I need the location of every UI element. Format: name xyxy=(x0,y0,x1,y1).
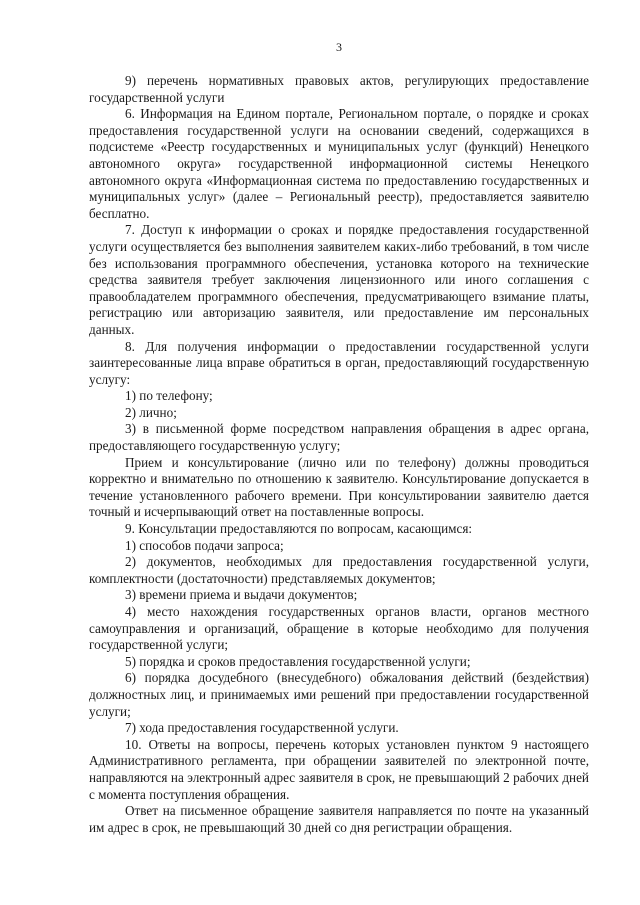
list-item: 2) документов, необходимых для предоставления государственной услуги, комплектности (достаточности) представляемых документов; xyxy=(89,554,589,586)
paragraph: 8. Для получения информации о предоставлении государственной услуги заинтересованные лица вправе обратиться в орган, предоставляющий государственную услугу: xyxy=(89,338,589,387)
list-item: 3) времени приема и выдачи документов; xyxy=(125,587,358,603)
list-item: 3) в письменной форме посредством направления обращения в адрес органа, предоставляющего государственную услугу; xyxy=(89,421,589,454)
page-number: 3 xyxy=(336,40,342,54)
paragraph: 10. Ответы на вопросы, перечень которых установлен пунктом 9 настоящего Административного регламента, при обращении заявителей по электронной почте, направляются на электронный адрес заявителя в срок, не превышающий 2 рабочих дней с момента поступления обращения. xyxy=(89,736,589,802)
paragraph: 6. Информация на Едином портале, Региональном портале, о порядке и сроках предоставления государственной услуги на основании сведений, содержащихся в подсистеме «Реестр государственных и муниципальных услуг (функций) Ненецкого автономного округа» государственной информационной системы Ненецкого автономного округа «Информационная система по предоставлению государственных и муниципальных услуг» (далее – Региональный реестр), предоставляется заявителю бесплатно. xyxy=(89,106,589,221)
list-item: 1) по телефону; xyxy=(125,388,213,404)
paragraph: 9) перечень нормативных правовых актов, регулирующих предоставление государственной услуги xyxy=(89,73,589,105)
list-item: 6) порядка досудебного (внесудебного) обжалования действий (бездействия) должностных лиц, и принимаемых ими решений при предоставлении государственной услуги; xyxy=(89,670,589,719)
paragraph: Прием и консультирование (лично или по телефону) должны проводиться корректно и внимательно по отношению к заявителю. Консультирование допускается в течение установленного рабочего времени. При консультировании заявителю дается точный и исчерпывающий ответ на поставленные вопросы. xyxy=(89,454,589,520)
list-item: 7) хода предоставления государственной услуги. xyxy=(125,720,399,736)
paragraph: 7. Доступ к информации о сроках и порядке предоставления государственной услуги осуществляется без выполнения заявителем каких-либо требований, в том числе без использования программного обеспечения, установка которого на технические средства заявителя требует заключения лицензионного или иного соглашения с правообладателем программного обеспечения, предусматривающего взимание платы, регистрацию или авторизацию заявителя, или предоставление им персональных данных. xyxy=(89,222,589,337)
list-item: 5) порядка и сроков предоставления государственной услуги; xyxy=(125,653,471,669)
list-item: 1) способов подачи запроса; xyxy=(125,537,284,553)
paragraph: Ответ на письменное обращение заявителя направляется по почте на указанный им адрес в срок, не превышающий 30 дней со дня регистрации обращения. xyxy=(89,803,589,835)
list-item: 4) место нахождения государственных органов власти, органов местного самоуправления и организаций, обращение в которые необходимо для получения государственной услуги; xyxy=(89,604,589,653)
document-page xyxy=(89,40,589,836)
paragraph: 9. Консультации предоставляются по вопросам, касающимся: xyxy=(125,521,473,537)
list-item: 2) лично; xyxy=(125,404,177,420)
